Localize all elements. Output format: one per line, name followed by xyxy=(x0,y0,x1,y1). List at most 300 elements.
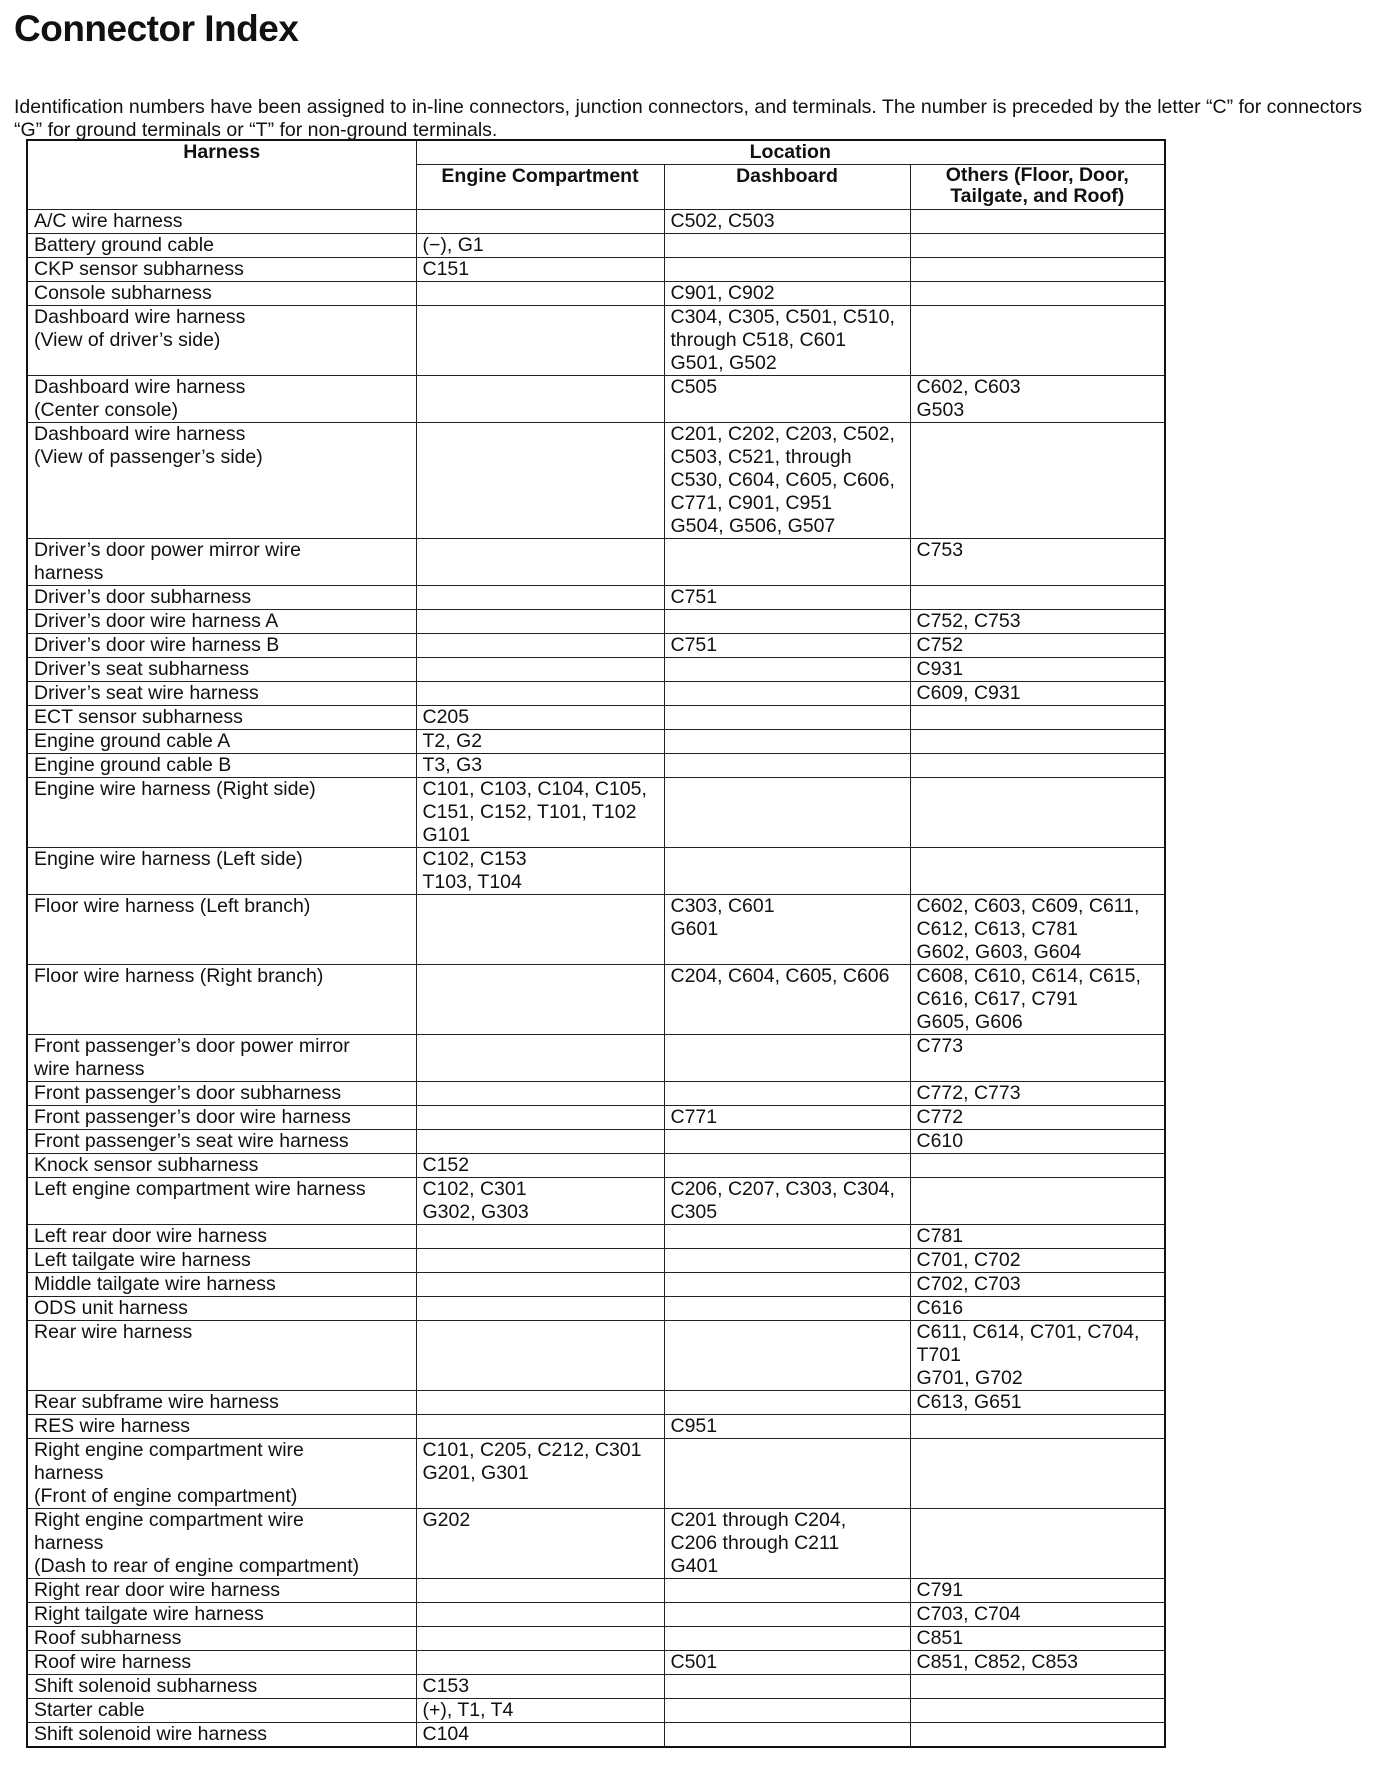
harness-cell-line: Driver’s door wire harness A xyxy=(34,610,279,632)
others-cell xyxy=(910,1509,1165,1579)
dashboard-cell-line: G504, G506, G507 xyxy=(670,515,836,537)
table-row xyxy=(27,210,1165,234)
harness-cell xyxy=(27,1273,416,1297)
harness-cell-line: Roof subharness xyxy=(34,1627,182,1649)
table-row xyxy=(27,965,1165,1035)
engine-compartment-cell xyxy=(416,282,664,306)
others-cell-line: C701, C702 xyxy=(916,1249,1021,1271)
table-row xyxy=(27,1675,1165,1699)
engine-compartment-cell-line: G302, G303 xyxy=(422,1201,529,1223)
engine-compartment-cell xyxy=(416,754,664,778)
dashboard-cell xyxy=(664,1391,910,1415)
others-cell xyxy=(910,1415,1165,1439)
engine-compartment-cell-line: G101 xyxy=(422,824,471,846)
engine-compartment-cell xyxy=(416,1603,664,1627)
engine-compartment-cell xyxy=(416,376,664,423)
others-cell xyxy=(910,234,1165,258)
engine-compartment-cell xyxy=(416,658,664,682)
harness-cell-line: harness xyxy=(34,562,104,584)
harness-cell-line: Starter cable xyxy=(34,1699,145,1721)
dashboard-cell xyxy=(664,1106,910,1130)
harness-cell xyxy=(27,754,416,778)
harness-cell xyxy=(27,706,416,730)
others-cell xyxy=(910,706,1165,730)
harness-cell-line: Floor wire harness (Right branch) xyxy=(34,965,324,987)
table-row xyxy=(27,539,1165,586)
dashboard-cell-line: C206, C207, C303, C304, xyxy=(670,1178,895,1200)
connector-index-table xyxy=(26,139,1166,1748)
table-row xyxy=(27,1106,1165,1130)
harness-cell xyxy=(27,848,416,895)
table-row xyxy=(27,682,1165,706)
others-cell-line: C781 xyxy=(916,1225,964,1247)
harness-cell-line: Right rear door wire harness xyxy=(34,1579,281,1601)
table-row xyxy=(27,1297,1165,1321)
harness-cell xyxy=(27,658,416,682)
harness-cell-line: Right tailgate wire harness xyxy=(34,1603,264,1625)
engine-compartment-cell xyxy=(416,1509,664,1579)
harness-cell xyxy=(27,306,416,376)
others-cell-line: C602, C603 xyxy=(916,376,1021,398)
engine-compartment-cell xyxy=(416,848,664,895)
dashboard-cell xyxy=(664,1699,910,1723)
others-cell-line: C752 xyxy=(916,634,964,656)
others-cell-line: C609, C931 xyxy=(916,682,1021,704)
dashboard-cell xyxy=(664,1627,910,1651)
others-cell-line: C616, C617, C791 xyxy=(916,988,1079,1010)
dashboard-cell xyxy=(664,895,910,965)
engine-compartment-cell xyxy=(416,610,664,634)
harness-cell xyxy=(27,282,416,306)
harness-cell xyxy=(27,1723,416,1748)
harness-cell-line: Roof wire harness xyxy=(34,1651,192,1673)
others-cell xyxy=(910,1035,1165,1082)
harness-cell-line: Rear subframe wire harness xyxy=(34,1391,279,1413)
engine-compartment-cell xyxy=(416,1273,664,1297)
dashboard-cell-line: C751 xyxy=(670,634,718,656)
others-cell xyxy=(910,730,1165,754)
harness-cell xyxy=(27,210,416,234)
harness-cell xyxy=(27,1579,416,1603)
page-title: Connector Index xyxy=(14,8,299,49)
engine-compartment-cell-line: C205 xyxy=(422,706,470,728)
table-row xyxy=(27,730,1165,754)
engine-compartment-cell xyxy=(416,423,664,539)
harness-cell-line: Engine wire harness (Right side) xyxy=(34,778,316,800)
dashboard-cell xyxy=(664,234,910,258)
harness-cell-line: A/C wire harness xyxy=(34,210,183,232)
dashboard-cell-line: C901, C902 xyxy=(670,282,775,304)
dashboard-cell-line: C502, C503 xyxy=(670,210,775,232)
engine-compartment-cell-line: T103, T104 xyxy=(422,871,522,893)
harness-cell-line: Floor wire harness (Left branch) xyxy=(34,895,311,917)
header-others-label: Others (Floor, Door, Tailgate, and Roof) xyxy=(945,164,1129,207)
table-row xyxy=(27,1723,1165,1748)
engine-compartment-cell xyxy=(416,895,664,965)
engine-compartment-cell xyxy=(416,1579,664,1603)
engine-compartment-cell xyxy=(416,1675,664,1699)
table-row xyxy=(27,282,1165,306)
dashboard-cell xyxy=(664,1154,910,1178)
harness-cell-line: Front passenger’s door power mirror xyxy=(34,1035,350,1057)
engine-compartment-cell-line: C151, C152, T101, T102 xyxy=(422,801,637,823)
table-row xyxy=(27,258,1165,282)
others-cell-line: C851 xyxy=(916,1627,964,1649)
harness-cell xyxy=(27,1627,416,1651)
harness-cell xyxy=(27,730,416,754)
harness-cell-line: Driver’s door power mirror wire xyxy=(34,539,301,561)
harness-cell-line: Console subharness xyxy=(34,282,212,304)
table-row xyxy=(27,848,1165,895)
engine-compartment-cell xyxy=(416,1699,664,1723)
harness-cell xyxy=(27,1603,416,1627)
harness-cell xyxy=(27,1509,416,1579)
others-cell-line: C851, C852, C853 xyxy=(916,1651,1079,1673)
dashboard-cell xyxy=(664,376,910,423)
dashboard-cell xyxy=(664,1130,910,1154)
header-engine-compartment: Engine Compartment xyxy=(416,165,664,210)
engine-compartment-cell-line: C101, C205, C212, C301 xyxy=(422,1439,642,1461)
table-row xyxy=(27,1035,1165,1082)
harness-cell-line: CKP sensor subharness xyxy=(34,258,244,280)
dashboard-cell-line: C951 xyxy=(670,1415,718,1437)
others-cell xyxy=(910,539,1165,586)
others-cell-line: C602, C603, C609, C611, xyxy=(916,895,1140,917)
others-cell-line: C610 xyxy=(916,1130,964,1152)
harness-cell xyxy=(27,539,416,586)
engine-compartment-cell xyxy=(416,1415,664,1439)
dashboard-cell xyxy=(664,778,910,848)
engine-compartment-cell-line: G201, G301 xyxy=(422,1462,529,1484)
harness-cell-line: (Front of engine compartment) xyxy=(34,1485,298,1507)
engine-compartment-cell xyxy=(416,706,664,730)
table-row xyxy=(27,1249,1165,1273)
table-row xyxy=(27,706,1165,730)
engine-compartment-cell-line: C102, C153 xyxy=(422,848,527,870)
dashboard-cell xyxy=(664,1082,910,1106)
table-row xyxy=(27,1415,1165,1439)
others-cell xyxy=(910,282,1165,306)
harness-cell xyxy=(27,1035,416,1082)
dashboard-cell xyxy=(664,754,910,778)
dashboard-cell xyxy=(664,706,910,730)
table-row xyxy=(27,1082,1165,1106)
harness-cell xyxy=(27,965,416,1035)
harness-cell xyxy=(27,1297,416,1321)
others-cell-line: T701 xyxy=(916,1344,961,1366)
engine-compartment-cell xyxy=(416,1225,664,1249)
harness-cell-line: Driver’s seat wire harness xyxy=(34,682,259,704)
table-row xyxy=(27,1651,1165,1675)
harness-cell-line: harness xyxy=(34,1532,104,1554)
table-row xyxy=(27,1154,1165,1178)
engine-compartment-cell xyxy=(416,1082,664,1106)
engine-compartment-cell xyxy=(416,210,664,234)
dashboard-cell-line: C505 xyxy=(670,376,718,398)
others-cell xyxy=(910,1699,1165,1723)
table-row xyxy=(27,658,1165,682)
harness-cell-line: Left engine compartment wire harness xyxy=(34,1178,366,1200)
harness-cell-line: Rear wire harness xyxy=(34,1321,193,1343)
table-row xyxy=(27,610,1165,634)
table-row xyxy=(27,1699,1165,1723)
dashboard-cell xyxy=(664,1675,910,1699)
engine-compartment-cell xyxy=(416,1154,664,1178)
dashboard-cell-line: G401 xyxy=(670,1555,719,1577)
harness-cell xyxy=(27,778,416,848)
dashboard-cell-line: C771 xyxy=(670,1106,718,1128)
others-cell xyxy=(910,778,1165,848)
table-row xyxy=(27,376,1165,423)
table-row xyxy=(27,1603,1165,1627)
engine-compartment-cell-line: C104 xyxy=(422,1723,470,1745)
others-cell-line: C752, C753 xyxy=(916,610,1021,632)
harness-cell-line: Front passenger’s door wire harness xyxy=(34,1106,351,1128)
harness-cell xyxy=(27,423,416,539)
harness-cell-line: Dashboard wire harness xyxy=(34,423,246,445)
dashboard-cell xyxy=(664,1439,910,1509)
harness-cell-line: Engine wire harness (Left side) xyxy=(34,848,303,870)
engine-compartment-cell xyxy=(416,1391,664,1415)
others-cell-line: C612, C613, C781 xyxy=(916,918,1079,940)
engine-compartment-cell xyxy=(416,730,664,754)
harness-cell-line: ODS unit harness xyxy=(34,1297,188,1319)
harness-cell-line: ECT sensor subharness xyxy=(34,706,243,728)
engine-compartment-cell xyxy=(416,1439,664,1509)
engine-compartment-cell xyxy=(416,1651,664,1675)
harness-cell-line: Engine ground cable B xyxy=(34,754,232,776)
dashboard-cell xyxy=(664,210,910,234)
dashboard-cell-line: G501, G502 xyxy=(670,352,777,374)
others-cell-line: G605, G606 xyxy=(916,1011,1023,1033)
others-cell xyxy=(910,1082,1165,1106)
dashboard-cell xyxy=(664,1321,910,1391)
dashboard-cell xyxy=(664,730,910,754)
harness-cell-line: Driver’s door wire harness B xyxy=(34,634,280,656)
dashboard-cell xyxy=(664,1509,910,1579)
harness-cell xyxy=(27,1415,416,1439)
dashboard-cell xyxy=(664,1225,910,1249)
harness-cell-line: Engine ground cable A xyxy=(34,730,231,752)
others-cell xyxy=(910,848,1165,895)
others-cell xyxy=(910,1273,1165,1297)
dashboard-cell xyxy=(664,1273,910,1297)
harness-cell-line: harness xyxy=(34,1462,104,1484)
dashboard-cell-line: C303, C601 xyxy=(670,895,775,917)
engine-compartment-cell-line: T2, G2 xyxy=(422,730,483,752)
dashboard-cell xyxy=(664,539,910,586)
harness-cell-line: (View of driver’s side) xyxy=(34,329,221,351)
dashboard-cell-line: C304, C305, C501, C510, xyxy=(670,306,895,328)
harness-cell xyxy=(27,1391,416,1415)
others-cell xyxy=(910,1391,1165,1415)
harness-cell xyxy=(27,1699,416,1723)
table-row xyxy=(27,1391,1165,1415)
harness-cell-line: (Center console) xyxy=(34,399,179,421)
others-cell-line: G701, G702 xyxy=(916,1367,1023,1389)
table-row xyxy=(27,1225,1165,1249)
others-cell xyxy=(910,586,1165,610)
harness-cell-line: wire harness xyxy=(34,1058,145,1080)
others-cell xyxy=(910,1106,1165,1130)
dashboard-cell-line: C305 xyxy=(670,1201,718,1223)
harness-cell-line: Front passenger’s door subharness xyxy=(34,1082,342,1104)
harness-cell xyxy=(27,610,416,634)
header-harness: Harness xyxy=(27,140,416,210)
harness-cell-line: Battery ground cable xyxy=(34,234,214,256)
engine-compartment-cell xyxy=(416,965,664,1035)
others-cell xyxy=(910,754,1165,778)
engine-compartment-cell xyxy=(416,586,664,610)
dashboard-cell xyxy=(664,1415,910,1439)
table-row xyxy=(27,895,1165,965)
harness-cell xyxy=(27,1651,416,1675)
dashboard-cell-line: through C518, C601 xyxy=(670,329,847,351)
engine-compartment-cell xyxy=(416,1249,664,1273)
harness-cell-line: Right engine compartment wire xyxy=(34,1439,304,1461)
header-dashboard: Dashboard xyxy=(664,165,910,210)
harness-cell-line: Middle tailgate wire harness xyxy=(34,1273,276,1295)
harness-cell-line: RES wire harness xyxy=(34,1415,191,1437)
harness-cell-line: Right engine compartment wire xyxy=(34,1509,304,1531)
others-cell xyxy=(910,1154,1165,1178)
others-cell xyxy=(910,1130,1165,1154)
table-body xyxy=(27,210,1165,1748)
engine-compartment-cell-line: C101, C103, C104, C105, xyxy=(422,778,647,800)
others-cell-line: C753 xyxy=(916,539,964,561)
others-cell xyxy=(910,1627,1165,1651)
engine-compartment-cell xyxy=(416,1035,664,1082)
others-cell xyxy=(910,1723,1165,1748)
dashboard-cell xyxy=(664,1249,910,1273)
table-row xyxy=(27,1509,1165,1579)
harness-cell xyxy=(27,376,416,423)
harness-cell xyxy=(27,634,416,658)
header-others xyxy=(910,165,1165,210)
harness-cell xyxy=(27,895,416,965)
dashboard-cell xyxy=(664,1297,910,1321)
others-cell xyxy=(910,423,1165,539)
dashboard-cell xyxy=(664,423,910,539)
dashboard-cell xyxy=(664,1579,910,1603)
table-row xyxy=(27,634,1165,658)
engine-compartment-cell xyxy=(416,539,664,586)
dashboard-cell xyxy=(664,1723,910,1748)
engine-compartment-cell xyxy=(416,634,664,658)
engine-compartment-cell-line: G202 xyxy=(422,1509,471,1531)
others-cell-line: C791 xyxy=(916,1579,964,1601)
engine-compartment-cell xyxy=(416,1178,664,1225)
engine-compartment-cell xyxy=(416,778,664,848)
others-cell-line: C931 xyxy=(916,658,964,680)
engine-compartment-cell xyxy=(416,1723,664,1748)
others-cell xyxy=(910,1321,1165,1391)
harness-cell xyxy=(27,1225,416,1249)
others-cell xyxy=(910,1439,1165,1509)
dashboard-cell-line: C201, C202, C203, C502, xyxy=(670,423,895,445)
dashboard-cell xyxy=(664,1651,910,1675)
dashboard-cell xyxy=(664,306,910,376)
others-cell xyxy=(910,376,1165,423)
engine-compartment-cell xyxy=(416,306,664,376)
dashboard-cell xyxy=(664,658,910,682)
others-cell xyxy=(910,1579,1165,1603)
harness-cell xyxy=(27,258,416,282)
harness-cell-line: (View of passenger’s side) xyxy=(34,446,263,468)
harness-cell xyxy=(27,682,416,706)
dashboard-cell xyxy=(664,848,910,895)
harness-cell xyxy=(27,1178,416,1225)
others-cell-line: C613, G651 xyxy=(916,1391,1022,1413)
dashboard-cell xyxy=(664,586,910,610)
dashboard-cell-line: C771, C901, C951 xyxy=(670,492,833,514)
engine-compartment-cell xyxy=(416,258,664,282)
dashboard-cell xyxy=(664,258,910,282)
others-cell xyxy=(910,1297,1165,1321)
harness-cell xyxy=(27,1675,416,1699)
harness-cell xyxy=(27,586,416,610)
others-cell xyxy=(910,658,1165,682)
engine-compartment-cell xyxy=(416,1627,664,1651)
table-row xyxy=(27,423,1165,539)
harness-cell-line: Driver’s door subharness xyxy=(34,586,252,608)
others-cell-line: C702, C703 xyxy=(916,1273,1021,1295)
others-cell xyxy=(910,610,1165,634)
others-cell-line: C616 xyxy=(916,1297,964,1319)
dashboard-cell xyxy=(664,965,910,1035)
table-row xyxy=(27,1579,1165,1603)
others-cell xyxy=(910,1225,1165,1249)
others-cell-line: G503 xyxy=(916,399,965,421)
others-cell-line: G602, G603, G604 xyxy=(916,941,1082,963)
others-cell xyxy=(910,1249,1165,1273)
harness-cell-line: Driver’s seat subharness xyxy=(34,658,249,680)
others-cell xyxy=(910,1675,1165,1699)
engine-compartment-cell xyxy=(416,682,664,706)
dashboard-cell-line: C201 through C204, xyxy=(670,1509,847,1531)
dashboard-cell-line: G601 xyxy=(670,918,719,940)
table-row xyxy=(27,1439,1165,1509)
dashboard-cell xyxy=(664,682,910,706)
others-cell xyxy=(910,682,1165,706)
table-row xyxy=(27,1273,1165,1297)
others-cell xyxy=(910,306,1165,376)
others-cell-line: C772, C773 xyxy=(916,1082,1021,1104)
dashboard-cell-line: C206 through C211 xyxy=(670,1532,840,1554)
engine-compartment-cell xyxy=(416,1130,664,1154)
table-row xyxy=(27,1627,1165,1651)
table-row xyxy=(27,778,1165,848)
table-row xyxy=(27,1130,1165,1154)
harness-cell-line: Shift solenoid subharness xyxy=(34,1675,258,1697)
engine-compartment-cell xyxy=(416,1106,664,1130)
harness-cell-line: Left rear door wire harness xyxy=(34,1225,268,1247)
harness-cell xyxy=(27,1321,416,1391)
dashboard-cell-line: C204, C604, C605, C606 xyxy=(670,965,890,987)
harness-cell-line: Left tailgate wire harness xyxy=(34,1249,251,1271)
others-cell-line: C773 xyxy=(916,1035,964,1057)
engine-compartment-cell xyxy=(416,1297,664,1321)
engine-compartment-cell-line: C151 xyxy=(422,258,470,280)
dashboard-cell-line: C751 xyxy=(670,586,718,608)
others-cell xyxy=(910,965,1165,1035)
engine-compartment-cell-line: C152 xyxy=(422,1154,470,1176)
others-cell xyxy=(910,1178,1165,1225)
dashboard-cell xyxy=(664,610,910,634)
harness-cell-line: Knock sensor subharness xyxy=(34,1154,259,1176)
dashboard-cell-line: C503, C521, through xyxy=(670,446,852,468)
engine-compartment-cell-line: (+), T1, T4 xyxy=(422,1699,514,1721)
